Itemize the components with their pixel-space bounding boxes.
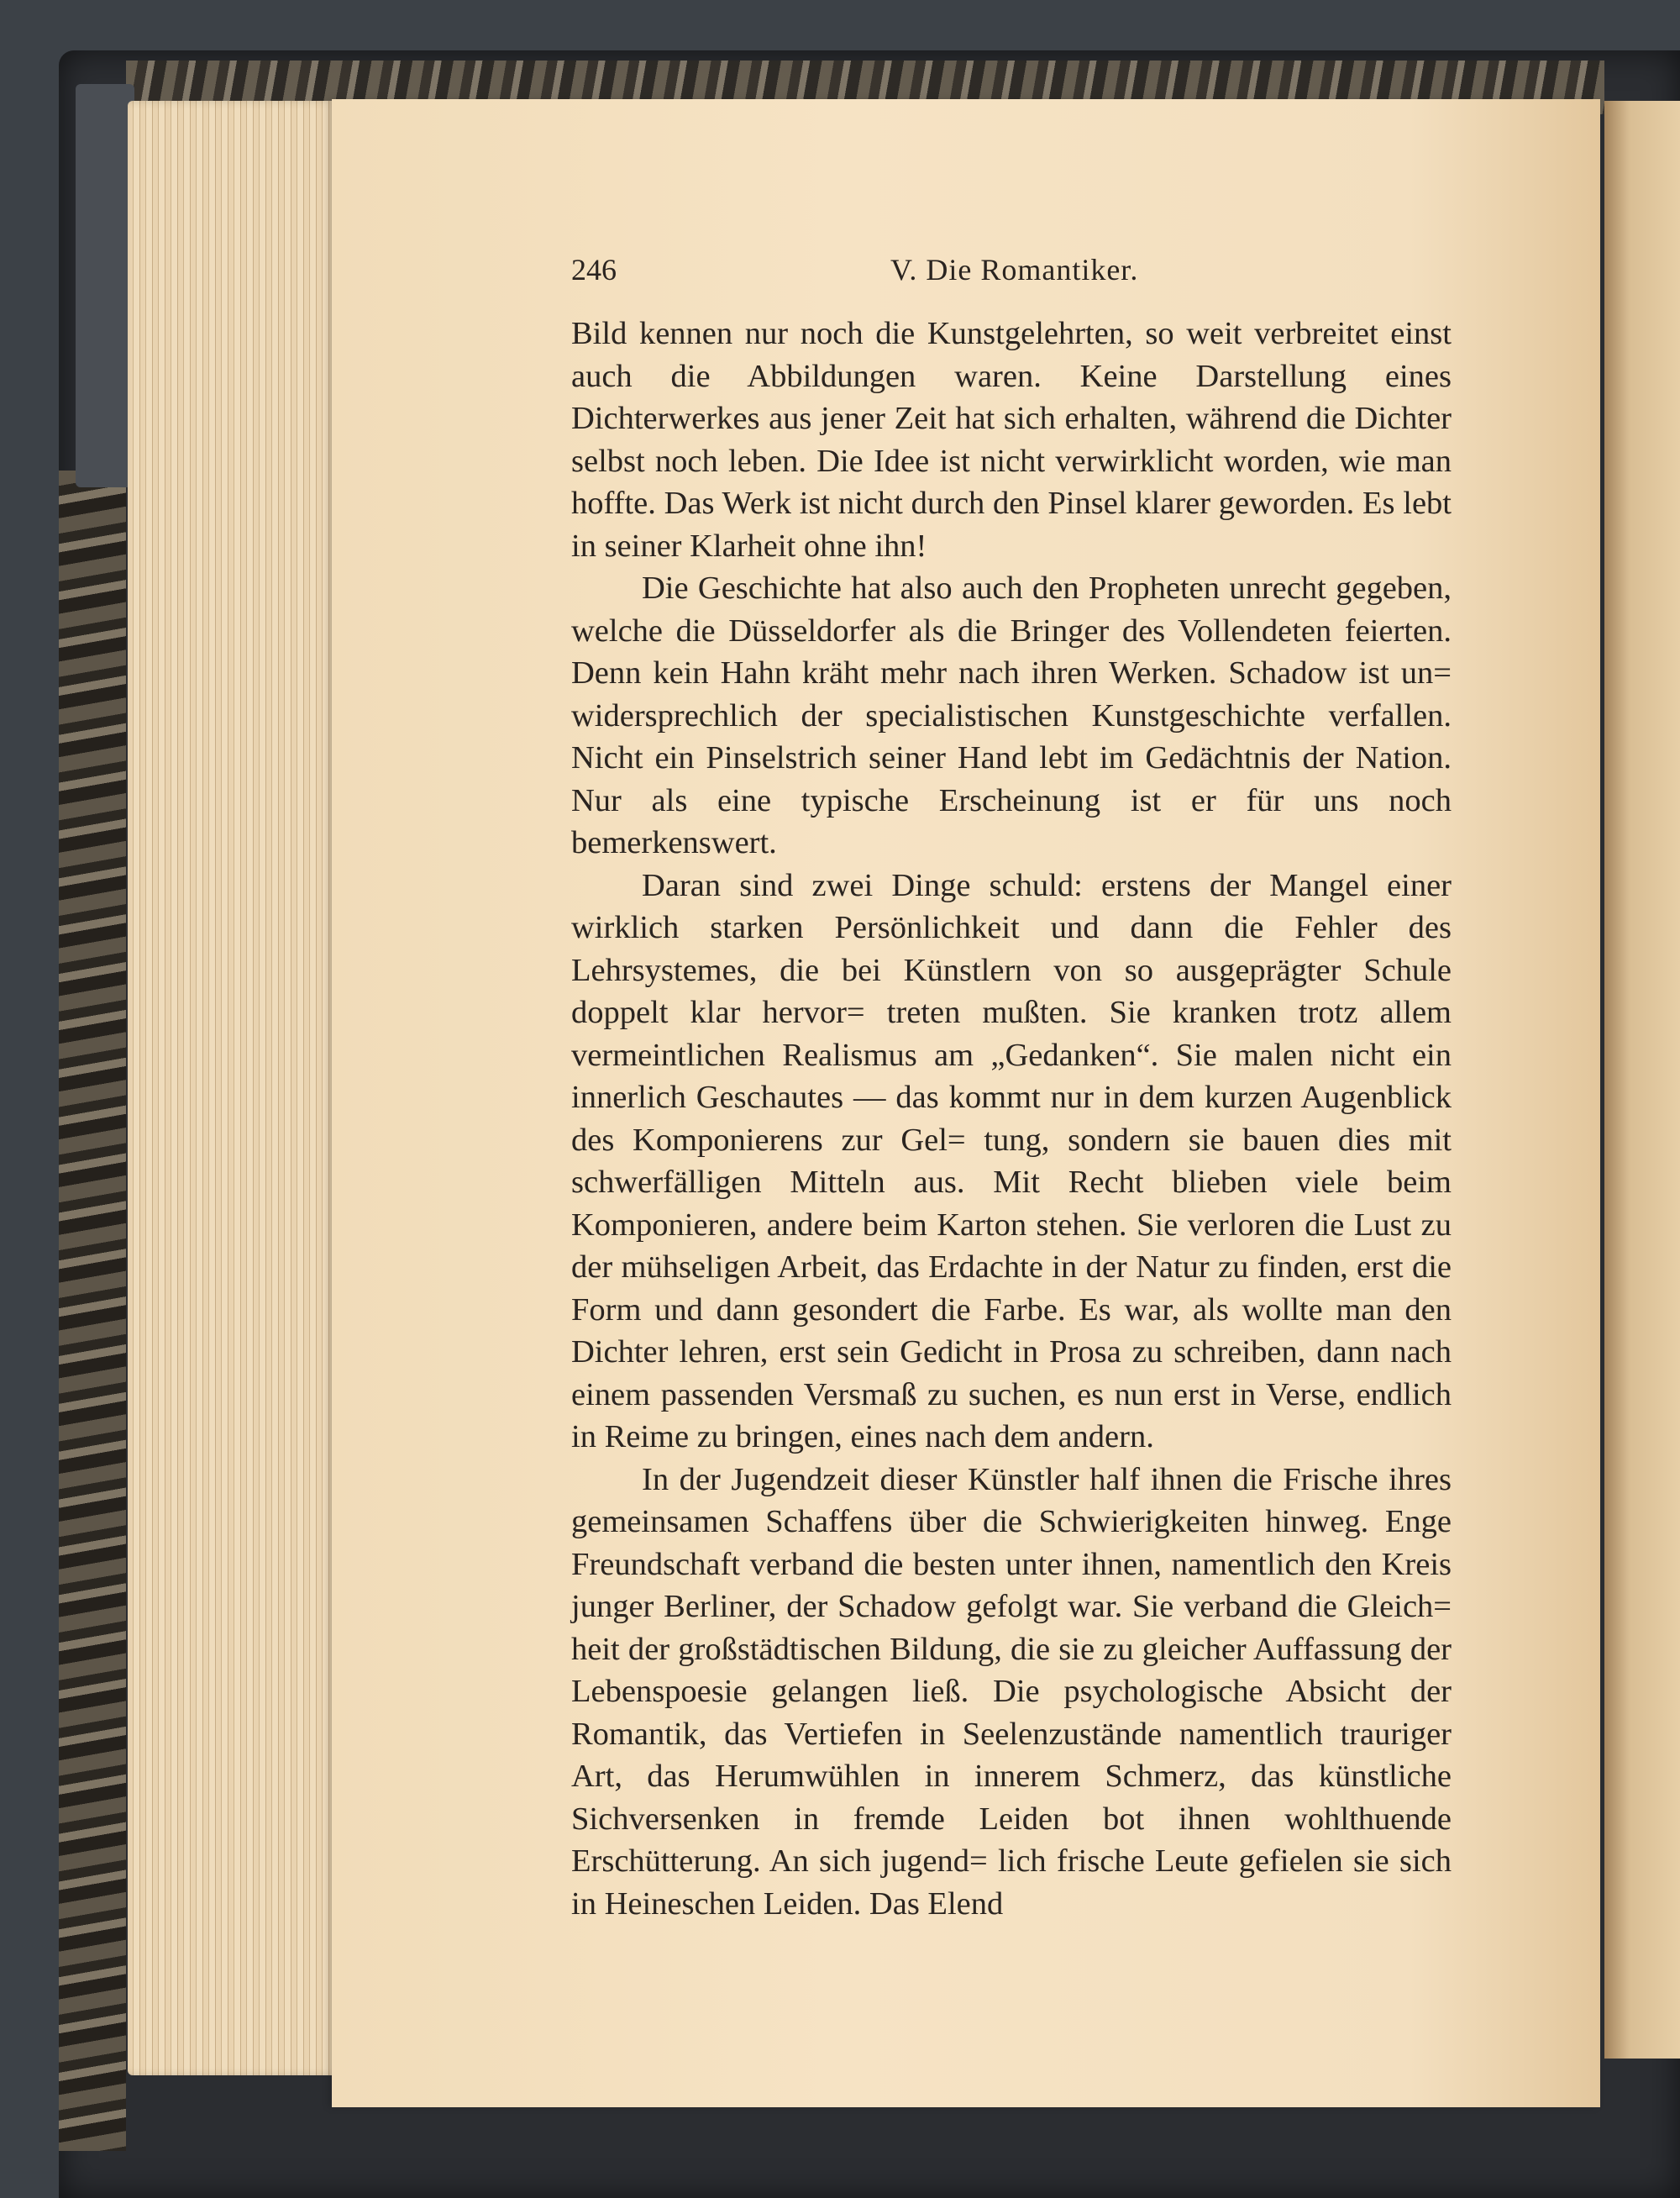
page-number: 246 [571,253,617,287]
body-text [571,313,1452,1925]
running-head: V. Die Romantiker. [890,253,1139,287]
page-stack-edge [128,101,338,2075]
paragraph-3: Daran sind zwei Dinge schuld: erstens der Mangel einer wirklich starken Persönlichkeit und dann die Fehler des Lehrsystemes, die bei Künstlern von so ausgeprägter Schule doppelt klar hervor= treten mußten. Sie kranken trotz allem vermeintlichen Realismus am „Gedanken“. Sie malen nicht ein innerlich Geschautes — das kommt nur in dem kurzen Augenblick des Komponierens zur Gel= tung, sondern sie bauen dies mit schwerfälligen Mitteln aus. Mit Recht blieben viele beim Komponieren, andere beim Karton stehen. Sie verloren die Lust zu der mühseligen Arbeit, das Erdachte in der Natur zu finden, erst die Form und dann gesondert die Farbe. Es war, als wollte man den Dichter lehren, erst sein Gedicht in Prosa zu schreiben, dann nach einem passenden Versmaß zu suchen, es nun erst in Verse, endlich in Reime zu bringen, eines nach dem andern. [571,867,1452,1454]
facing-page-edge [1604,101,1680,2059]
page-header [571,252,1445,294]
paragraph-4: In der Jugendzeit dieser Künstler half ihnen die Frische ihres gemeinsamen Schaffens über die Schwierigkeiten hinweg. Enge Freundschaft verband die besten unter ihnen, namentlich den Kreis junger Berliner, der Schadow gefolgt war. Sie verband die Gleich= heit der großstädtischen Bildung, die sie zu gleicher Auffassung der Lebenspoesie gelangen ließ. Die psychologische Absicht der Romantik, das Vertiefen in Seelenzustände namentlich trauriger Art, das Herumwühlen in innerem Schmerz, das künstliche Sichversenken in fremde Leiden bot ihnen wohlthuende Erschütterung. An sich jugend= lich frische Leute gefielen sie sich in Heineschen Leiden. Das Elend [571,1461,1452,1922]
marbled-endpaper-left [59,471,126,2151]
paragraph-1: Bild kennen nur noch die Kunstgelehrten, so weit verbreitet einst auch die Abbildungen waren. Keine Darstellung eines Dichterwerkes aus jener Zeit hat sich erhalten, während die Dichter selbst noch leben. Die Idee ist nicht verwirklicht worden, wie man hoffte. Das Werk ist nicht durch den Pinsel klarer geworden. Es lebt in seiner Klarheit ohne ihn! [571,316,1452,564]
cover-corner [76,84,134,487]
paragraph-2: Die Geschichte hat also auch den Propheten unrecht gegeben, welche die Düsseldorfer als die Bringer des Vollendeten feierten. Denn kein Hahn kräht mehr nach ihren Werken. Schadow ist un= widersprechlich der specialistischen Kunstgeschichte verfallen. Nicht ein Pinselstrich seiner Hand lebt im Gedächtnis der Nation. Nur als eine typische Erscheinung ist er für uns noch bemerkenswert. [571,571,1452,860]
